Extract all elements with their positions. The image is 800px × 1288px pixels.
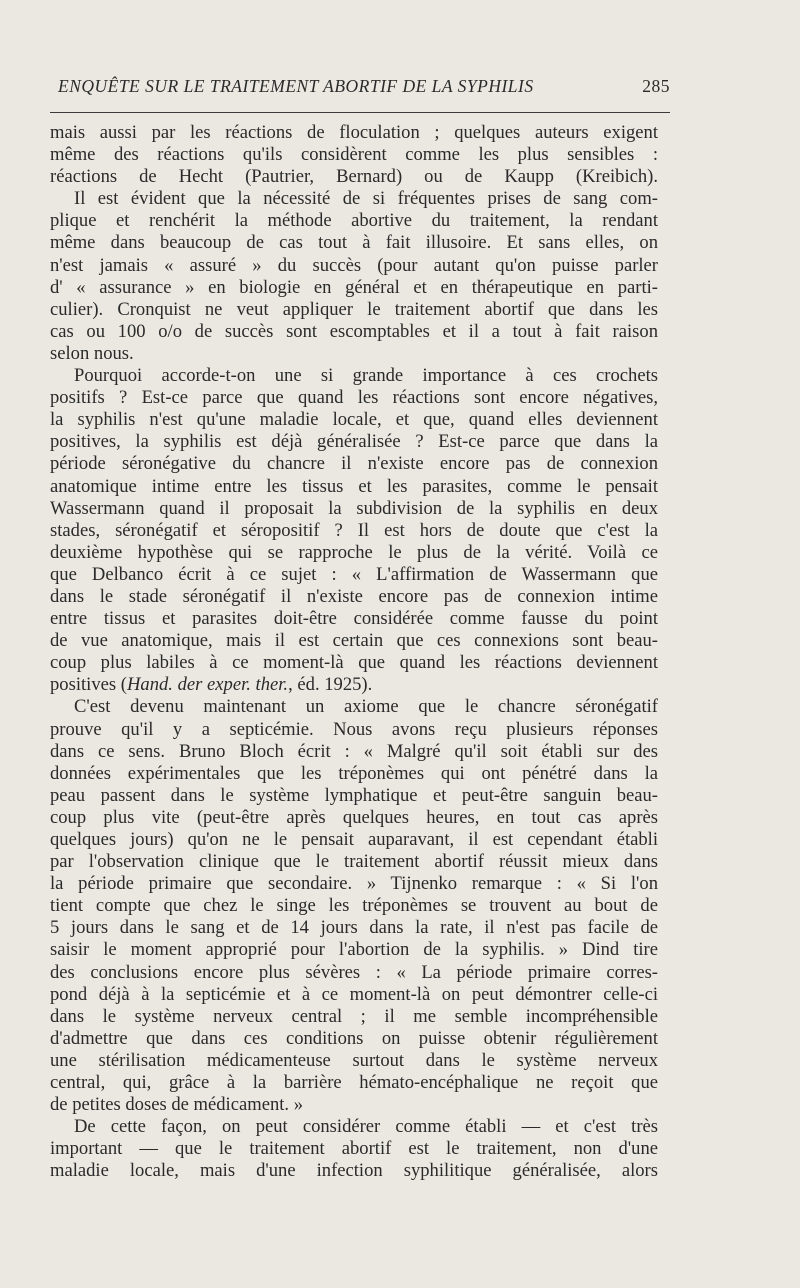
text-line: des conclusions encore plus sévères : « La période primaire corres-	[50, 961, 658, 983]
text-line: prouve qu'il y a septicémie. Nous avons reçu plusieurs réponses	[50, 718, 658, 740]
text-line: De cette façon, on peut considérer comme établi — et c'est très	[74, 1116, 658, 1138]
header-rule	[50, 112, 670, 113]
text-line: plique et renchérit la méthode abortive du traitement, la rendant	[50, 210, 658, 232]
text-line: période séronégative du chancre il n'existe encore pas de connexion	[50, 453, 658, 475]
citation-after: , éd. 1925).	[288, 674, 373, 696]
text-line: peau passent dans le système lymphatique et peut-être sanguin beau-	[50, 784, 658, 806]
text-line: dans ce sens. Bruno Bloch écrit : « Malgré qu'il soit établi sur des	[50, 740, 658, 762]
text-line: 5 jours dans le sang et de 14 jours dans la rate, il n'est pas facile de	[50, 917, 658, 939]
citation-before: positives (	[50, 674, 127, 696]
text-line: anatomique intime entre les tissus et les parasites, comme le pensait	[50, 475, 658, 497]
text-line: Il est évident que la nécessité de si fréquentes prises de sang com-	[74, 188, 658, 210]
header-title: ENQUÊTE SUR LE TRAITEMENT ABORTIF DE LA SYPHILIS	[58, 76, 534, 96]
text-line: d'admettre que dans ces conditions on puisse obtenir régulièrement	[50, 1027, 658, 1049]
text-line: deuxième hypothèse qui se rapproche le plus de la vérité. Voilà ce	[50, 541, 658, 563]
text-line: par l'observation clinique que le traitement abortif réussit mieux dans	[50, 851, 658, 873]
text-line: mais aussi par les réactions de floculation ; quelques auteurs exigent	[50, 122, 658, 143]
text-line: selon nous.	[50, 342, 134, 364]
text-line: stades, séronégatif et séropositif ? Il est hors de doute que c'est la	[50, 519, 658, 541]
text-line: coup plus vite (peut-être après quelques heures, en tout cas après	[50, 806, 658, 828]
text-line: données expérimentales que les tréponèmes qui ont pénétré dans la	[50, 762, 658, 784]
text-line: la période primaire que secondaire. » Tijnenko remarque : « Si l'on	[50, 873, 658, 895]
text-line: culier). Cronquist ne veut appliquer le traitement abortif que dans les	[50, 298, 658, 320]
page-number: 285	[642, 76, 670, 96]
text-line: dans le stade séronégatif il n'existe encore pas de connexion intime	[50, 585, 658, 607]
text-line: réactions de Hecht (Pautrier, Bernard) ou de Kaupp (Kreibich).	[50, 166, 658, 188]
text-line: entre tissus et parasites doit-être considérée comme fausse du point	[50, 608, 658, 630]
text-line: de petites doses de médicament. »	[50, 1094, 304, 1116]
body-text	[50, 122, 658, 1183]
text-line: positives, la syphilis est déjà généralisée ? Est-ce parce que dans la	[50, 431, 658, 453]
text-line: de vue anatomique, mais il est certain que ces connexions sont beau-	[50, 630, 658, 652]
text-line: important — que le traitement abortif est le traitement, non d'une	[50, 1138, 658, 1160]
text-line: saisir le moment approprié pour l'abortion de la syphilis. » Dind tire	[50, 939, 658, 961]
text-line: Pourquoi accorde-t-on une si grande importance à ces crochets	[74, 365, 658, 387]
citation-line	[50, 674, 658, 696]
text-line: pond déjà à la septicémie et à ce moment-là on peut démontrer celle-ci	[50, 983, 658, 1005]
text-line: coup plus labiles à ce moment-là que quand les réactions deviennent	[50, 652, 658, 674]
text-line: n'est jamais « assuré » du succès (pour autant qu'on puisse parler	[50, 254, 658, 276]
text-line: d' « assurance » en biologie en général et en thérapeutique en parti-	[50, 276, 658, 298]
text-line: C'est devenu maintenant un axiome que le chancre séronégatif	[74, 696, 658, 718]
text-line: maladie locale, mais d'une infection syphilitique généralisée, alors	[50, 1160, 658, 1182]
text-line: dans le système nerveux central ; il me semble incompréhensible	[50, 1005, 658, 1027]
text-line: tient compte que chez le singe les tréponèmes se trouvent au bout de	[50, 895, 658, 917]
running-header	[50, 76, 670, 100]
text-line: même des réactions qu'ils considèrent comme les plus sensibles :	[50, 144, 658, 166]
text-line: la syphilis n'est qu'une maladie locale, et que, quand elles deviennent	[50, 409, 658, 431]
text-line: cas ou 100 o/o de succès sont escomptables et il a tout à fait raison	[50, 320, 658, 342]
text-line: positifs ? Est-ce parce que quand les réactions sont encore négatives,	[50, 387, 658, 409]
text-line: une stérilisation médicamenteuse surtout dans le système nerveux	[50, 1049, 658, 1071]
text-line: que Delbanco écrit à ce sujet : « L'affirmation de Wassermann que	[50, 563, 658, 585]
text-line: même dans beaucoup de cas tout à fait illusoire. Et sans elles, on	[50, 232, 658, 254]
citation-source: Hand. der exper. ther.	[126, 674, 289, 696]
text-line: quelques jours) qu'on ne le pensait auparavant, il est cependant établi	[50, 829, 658, 850]
text-line: central, qui, grâce à la barrière hémato-encéphalique ne reçoit que	[50, 1072, 658, 1094]
text-line: Wassermann quand il proposait la subdivision de la syphilis en deux	[50, 497, 658, 519]
